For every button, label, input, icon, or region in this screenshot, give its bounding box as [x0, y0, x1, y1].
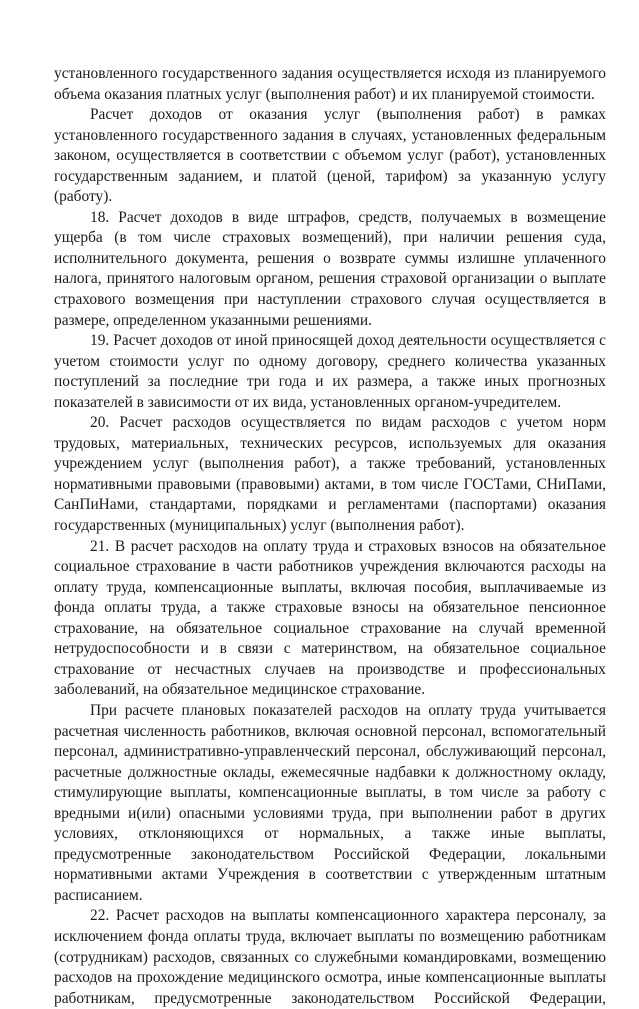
paragraph-22: 22. Расчет расходов на выплаты компенсационного характера персоналу, за исключением фонда оплаты труда, включает выплаты по возмещению работникам (сотрудникам) расходов, связанных со служебными командировками, возмещению расходов на прохождение медицинского осмотра, иные компенсационные выплаты работникам, предусмотренные законодательством Российской Федерации, — [54, 907, 606, 1007]
paragraph-21: 21. В расчет расходов на оплату труда и страховых взносов на обязательное социальное страхование в части работников учреждения включаются расходы на оплату труда, компенсационные выплаты, включая пособия, выплачиваемые из фонда оплаты труда, а также страховые взносы на обязательное пенсионное страхование, на обязательное социальное страхование на случай временной нетрудоспособности и в связи с материнством, на обязательное социальное страхование от несчастных случаев на производстве и профессиональных заболеваний, на обязательное медицинское страхование. — [54, 537, 606, 699]
paragraph-continuation: установленного государственного задания осуществляется исходя из планируемого объема оказания платных услуг (выполнения работ) и их планируемой стоимости. — [54, 65, 606, 103]
paragraph-19: 19. Расчет доходов от иной приносящей доход деятельности осуществляется с учетом стоимости услуг по одному договору, среднего количества указанных поступлений за последние три года и их размера, а также иных прогнозных показателей в зависимости от их вида, установленных органом-учредителем. — [54, 332, 606, 411]
paragraph-income-state-assignment: Расчет доходов от оказания услуг (выполнения работ) в рамках установленного государственного задания в случаях, установленных федеральным законом, осуществляется в соответствии с объемом услуг (работ), установленных государственным заданием, и платой (ценой, тарифом) за указанную услугу (работу). — [54, 106, 606, 206]
paragraph-18: 18. Расчет доходов в виде штрафов, средств, получаемых в возмещение ущерба (в том числе страховых возмещений), при наличии решения суда, исполнительного документа, решения о возврате суммы излишне уплаченного налога, принятого налоговым органом, решения страховой организации о выплате страхового возмещения при наступлении страхового случая осуществляется в размере, определенном указанными решениями. — [54, 208, 606, 329]
document-page — [54, 64, 606, 1009]
paragraph-20: 20. Расчет расходов осуществляется по видам расходов с учетом норм трудовых, материальных, технических ресурсов, используемых для оказания учреждением услуг (выполнения работ), а также требований, установленных нормативными правовыми (правовыми) актами, в том числе ГОСТами, СНиПами, СанПиНами, стандартами, порядками и регламентами (паспортами) оказания государственных (муниципальных) услуг (выполнения работ). — [54, 414, 606, 535]
paragraph-payroll-planning: При расчете плановых показателей расходов на оплату труда учитывается расчетная численность работников, включая основной персонал, вспомогательный персонал, административно-управленческий персонал, обслуживающий персонал, расчетные должностные оклады, ежемесячные надбавки к должностному окладу, стимулирующие выплаты, компенсационные выплаты, в том числе за работу с вредными и(или) опасными условиями труда, при выполнении работ в других условиях, отклоняющихся от нормальных, а также иные выплаты, предусмотренные законодательством Российской Федерации, локальными нормативными актами Учреждения в соответствии с утвержденным штатным расписанием. — [54, 701, 606, 904]
